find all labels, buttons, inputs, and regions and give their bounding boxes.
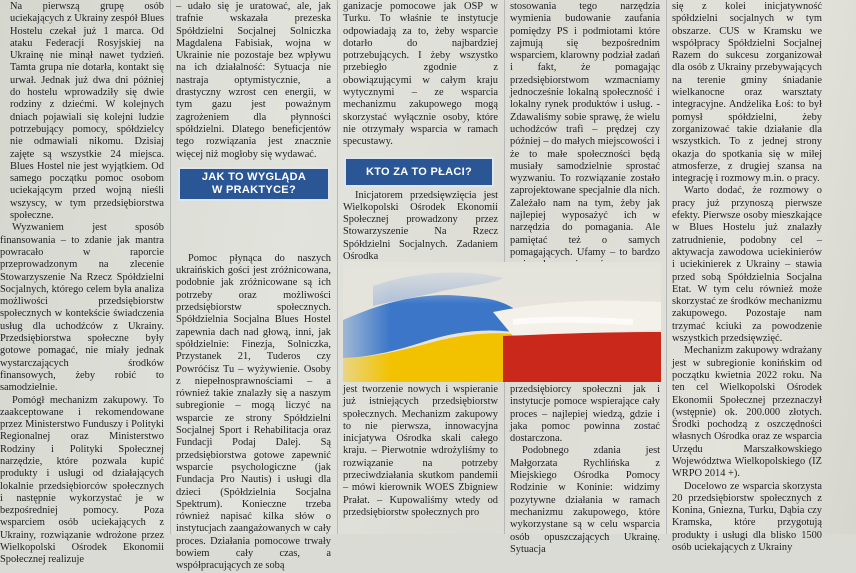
- paragraph: Pomógł mechanizm zakupowy. To zaakceptowane i rekomendowane przez Ministerstwo Funduszy i Polityki Regionalnej oraz Ministerstwo Rodziny i Polityki Społecznej narzędzie, które pozwala kupić produkty i usługi od działających lokalnie przedsiębiorców społecznych i następnie wykorzystać je w bezpośredniej pomocy. Poza wsparciem osób uciekających z Ukrainy, rozwiązanie wdrożone przez Wielkopolski Ośrodek Ekonomii Społecznej realizuje: [0, 394, 164, 566]
- article-column-5: [672, 1, 822, 554]
- paragraph: Podobnego zdania jest Małgorzata Rychlińska z Miejskiego Ośrodka Pomocy Rodzinie w Koninie: widzimy pozytywne działania w ramach mechanizmu zakupowego, które wykorzystane są w celu wsparcia osób opuszczających Ukrainę. Sytuacja: [510, 445, 660, 555]
- paragraph: Warto dodać, że rozmowy o pracy już przynoszą pierwsze efekty. Pierwsze osoby mieszkające w Blues Hostelu już znalazły zatrudnienie, podobny cel – aktywacja zawodowa uciekinierów i uciekinierek z Ukrainy – stawia przed sobą Spółdzielnia Socjalna Etat. W tym celu również może skorzystać ze środków mechanizmu zakupowego. Pozostaje nam trzymać kciuki za powodzenie wszystkich przedsięwzięć.: [672, 185, 822, 345]
- section-heading-banner: [178, 167, 330, 201]
- paragraph: przedsiębiorcy społeczni jak i instytucje pomoce wspierające cały proces – najlepiej wiedzą, gdzie i jaka pomoc powinna zostać dostarczona.: [510, 384, 660, 445]
- paragraph: stosowania tego narzędzia wymienia budowanie zaufania pomiędzy PS i podmiotami które zajmują się bezpośrednim wsparciem, klarowny podział zadań i fakt, że pomagając przedsiębiorstwom wzmacniamy jednocześnie lokalną społeczność i lokalny rynek produktów i usług. - Zdawaliśmy sobie sprawę, że wielu uchodźców trafi – prędzej czy później – do małych miejscowości i że to małe społeczności będą musiały samodzielnie sprostać wyzwaniu. To rozwiązanie zostało zaprojektowane specjalnie dla nich. Zależało nam na tym, żeby jak najlepiej wyposażyć ich w narzędzia do pomagania. Ale pamiętać też o samych pomagających. Ufamy – to bardzo: [510, 1, 660, 258]
- banner-line: JAK TO WYGLĄDA: [201, 171, 307, 183]
- article-column-2: [176, 1, 331, 572]
- paragraph: Wyzwaniem jest sposób finansowania – to zdanie jak mantra powracało w raporcie przeprowadzonym na zlecenie Stowarzyszenie Na Rzecz Spółdzielni Socjalnych, którego celem była analiza możliwości przedsiębiorstw społecznych w kontekście świadczenia usług dla uchodźców z Ukrainy. Przedsiębiorstwa społeczne były gotowe pomagać, nie miały jednak wystarczających środków finansowych, żeby robić to samodzielnie.: [0, 222, 164, 394]
- column-divider: [170, 0, 171, 534]
- paragraph: Pomoc płynąca do naszych ukraińskich gości jest zróżnicowana, podobnie jak zróżnicowane są ich potrzeby oraz możliwości przedsiębiorstw społecznych. Spółdzielnia Socjalna Blues Hostel zapewnia dach nad głową, inni, jak spółdzielnie: Finezja, Solniczka, Przystanek 21, Tuderos czy Powróćisz Tu – wyżywienie. Osoby z niepełnosprawnościami – a również takie znalazły się a naszym subregionie – mogą liczyć na wsparcie ze strony Spółdzielni Socjalnej Sport i Rehabilitacja oraz Fundacji Podaj Dalej. Są przedsiębiorstwa gotowe zapewnić wsparcie psychologiczne (jak Fundacja Pro Nautis) i usługi dla dzieci (Spółdzielnia Socjalna Spektrum). Konieczne trzeba również napisać kilka słów o instytucjach zaangażowanych w cały proces. Działania pomocowe trwały bowiem cały czas, a współpracujących ze sobą: [176, 252, 331, 572]
- column-divider: [666, 0, 667, 534]
- paragraph: się z kolei inicjatywność spółdzielni socjalnych w tym obszarze. CUS w Kramsku we współpracy Spółdzielni Socjalnej Razem do sukcesu zorganizował dla osób z Ukrainy przebywających na terenie gminy śniadanie wielkanocne oraz warsztaty integracyjne. Andżelika Łoś: to był pomysł spółdzielni, żeby zorganizować takie działanie dla wszystkich. To z jednej strony okazja do spotkania się w miłej atmosferze, z drugiej szansa na integrację i rozmowy m.in. o pracy.: [672, 1, 822, 185]
- paragraph: – udało się je uratować, ale, jak trafnie wskazała prezeska Spółdzielni Socjalnej Solniczka Magdalena Fabisiak, wojna w Ukrainie nie pozostaje bez wpływu na ich działalność: Sytuacja nie nastraja optymistycznie, a drastyczny wzrost cen energii, w tym gazu jest poważnym zagrożeniem dla płynności spółdzielni. Dlatego beneficjentów tego rozwiązania jest znacznie więcej niż mogłoby się wydawać.: [176, 1, 331, 160]
- paragraph: Na pierwszą grupę osób uciekających z Ukrainy zespół Blues Hostelu czekał już 1 marca. Od ataku Federacji Rosyjskiej na Ukrainę nie minął nawet tydzień. Tamta grupa nie dotarła, kontakt się urwał. Jednak już dwa dni później do hostelu wprowadziły się dwie rodziny z dziećmi. W kolejnych dniach pojawiali się kolejni ludzie potrzebujący pomocy, spółdzielcy nie odmawiali nikomu. Dzisiaj zajęte są wszystkie 24 miejsca. Blues Hostel nie jest wyjątkiem. Od samego początku pomoc osobom uciekającym przed wojną nieśli wszyscy, w tym przedsiębiorstwa społeczne.: [10, 1, 164, 222]
- ukraine-flag-image: [343, 262, 661, 382]
- section-heading-banner: [344, 157, 494, 187]
- paragraph: Mechanizm zakupowy wdrażany jest w subregionie konińskim od początku kwietnia 2022 roku. Na ten cel Wielkopolski Ośrodek Ekonomii Społecznej przeznaczył (wstępnie) ok. 200.000 złotych. Środki pochodzą z oszczędności własnych Ośrodka oraz ze wsparcia Urzędu Marszałkowskiego Województwa Wielkopolskiego (IZ WRPO 2014 +).: [672, 345, 822, 480]
- article-column-4-lower: [510, 384, 660, 555]
- column-divider: [337, 0, 338, 534]
- paragraph: ganizacje pomocowe jak OSP w Turku. To właśnie te instytucje odpowiadają za to, żeby wsparcie dotarło do najbardziej potrzebujących. I żeby wszystko przebiegło zgodnie z obowiązującymi w całym kraju wytycznymi – ze wsparcia mechanizmu zakupowego mogą skorzystać wyłącznie osoby, które nie otrzymały wsparcia w ramach specustawy.: [343, 1, 498, 148]
- banner-line: W PRAKTYCE?: [212, 184, 296, 196]
- paragraph: jest tworzenie nowych i wspieranie już istniejących przedsiębiorstw społecznych. Mechanizm zakupowy to nie pierwsza, innowacyjna inicjatywa Ośrodka skali całego kraju. – Pierwotnie wdrożyliśmy to rozwiązanie na potrzeby przeciwdziałania skutkom pandemii – mówi kierownik WOES Zbigniew Prałat. – Kupowaliśmy wtedy od przedsiębiorstw społecznych pro: [343, 384, 498, 518]
- paragraph: Docelowo ze wsparcia skorzysta 20 przedsiębiorstw społecznych z Konina, Gniezna, Turku, Dąbia czy Kramska, które przygotują produkty i usługi dla blisko 1500 osób uciekających z Ukrainy: [672, 480, 822, 554]
- paragraph: Inicjatorem przedsięwzięcia jest Wielkopolski Ośrodek Ekonomii Społecznej prowadzony przez Stowarzyszenie Na Rzecz Spółdzielni Socjalnych. Zadaniem Ośrodka: [343, 189, 498, 263]
- article-column-1: [0, 1, 164, 566]
- article-column-3-lower: [343, 384, 498, 534]
- banner-line: KTO ZA TO PŁACI?: [365, 165, 473, 178]
